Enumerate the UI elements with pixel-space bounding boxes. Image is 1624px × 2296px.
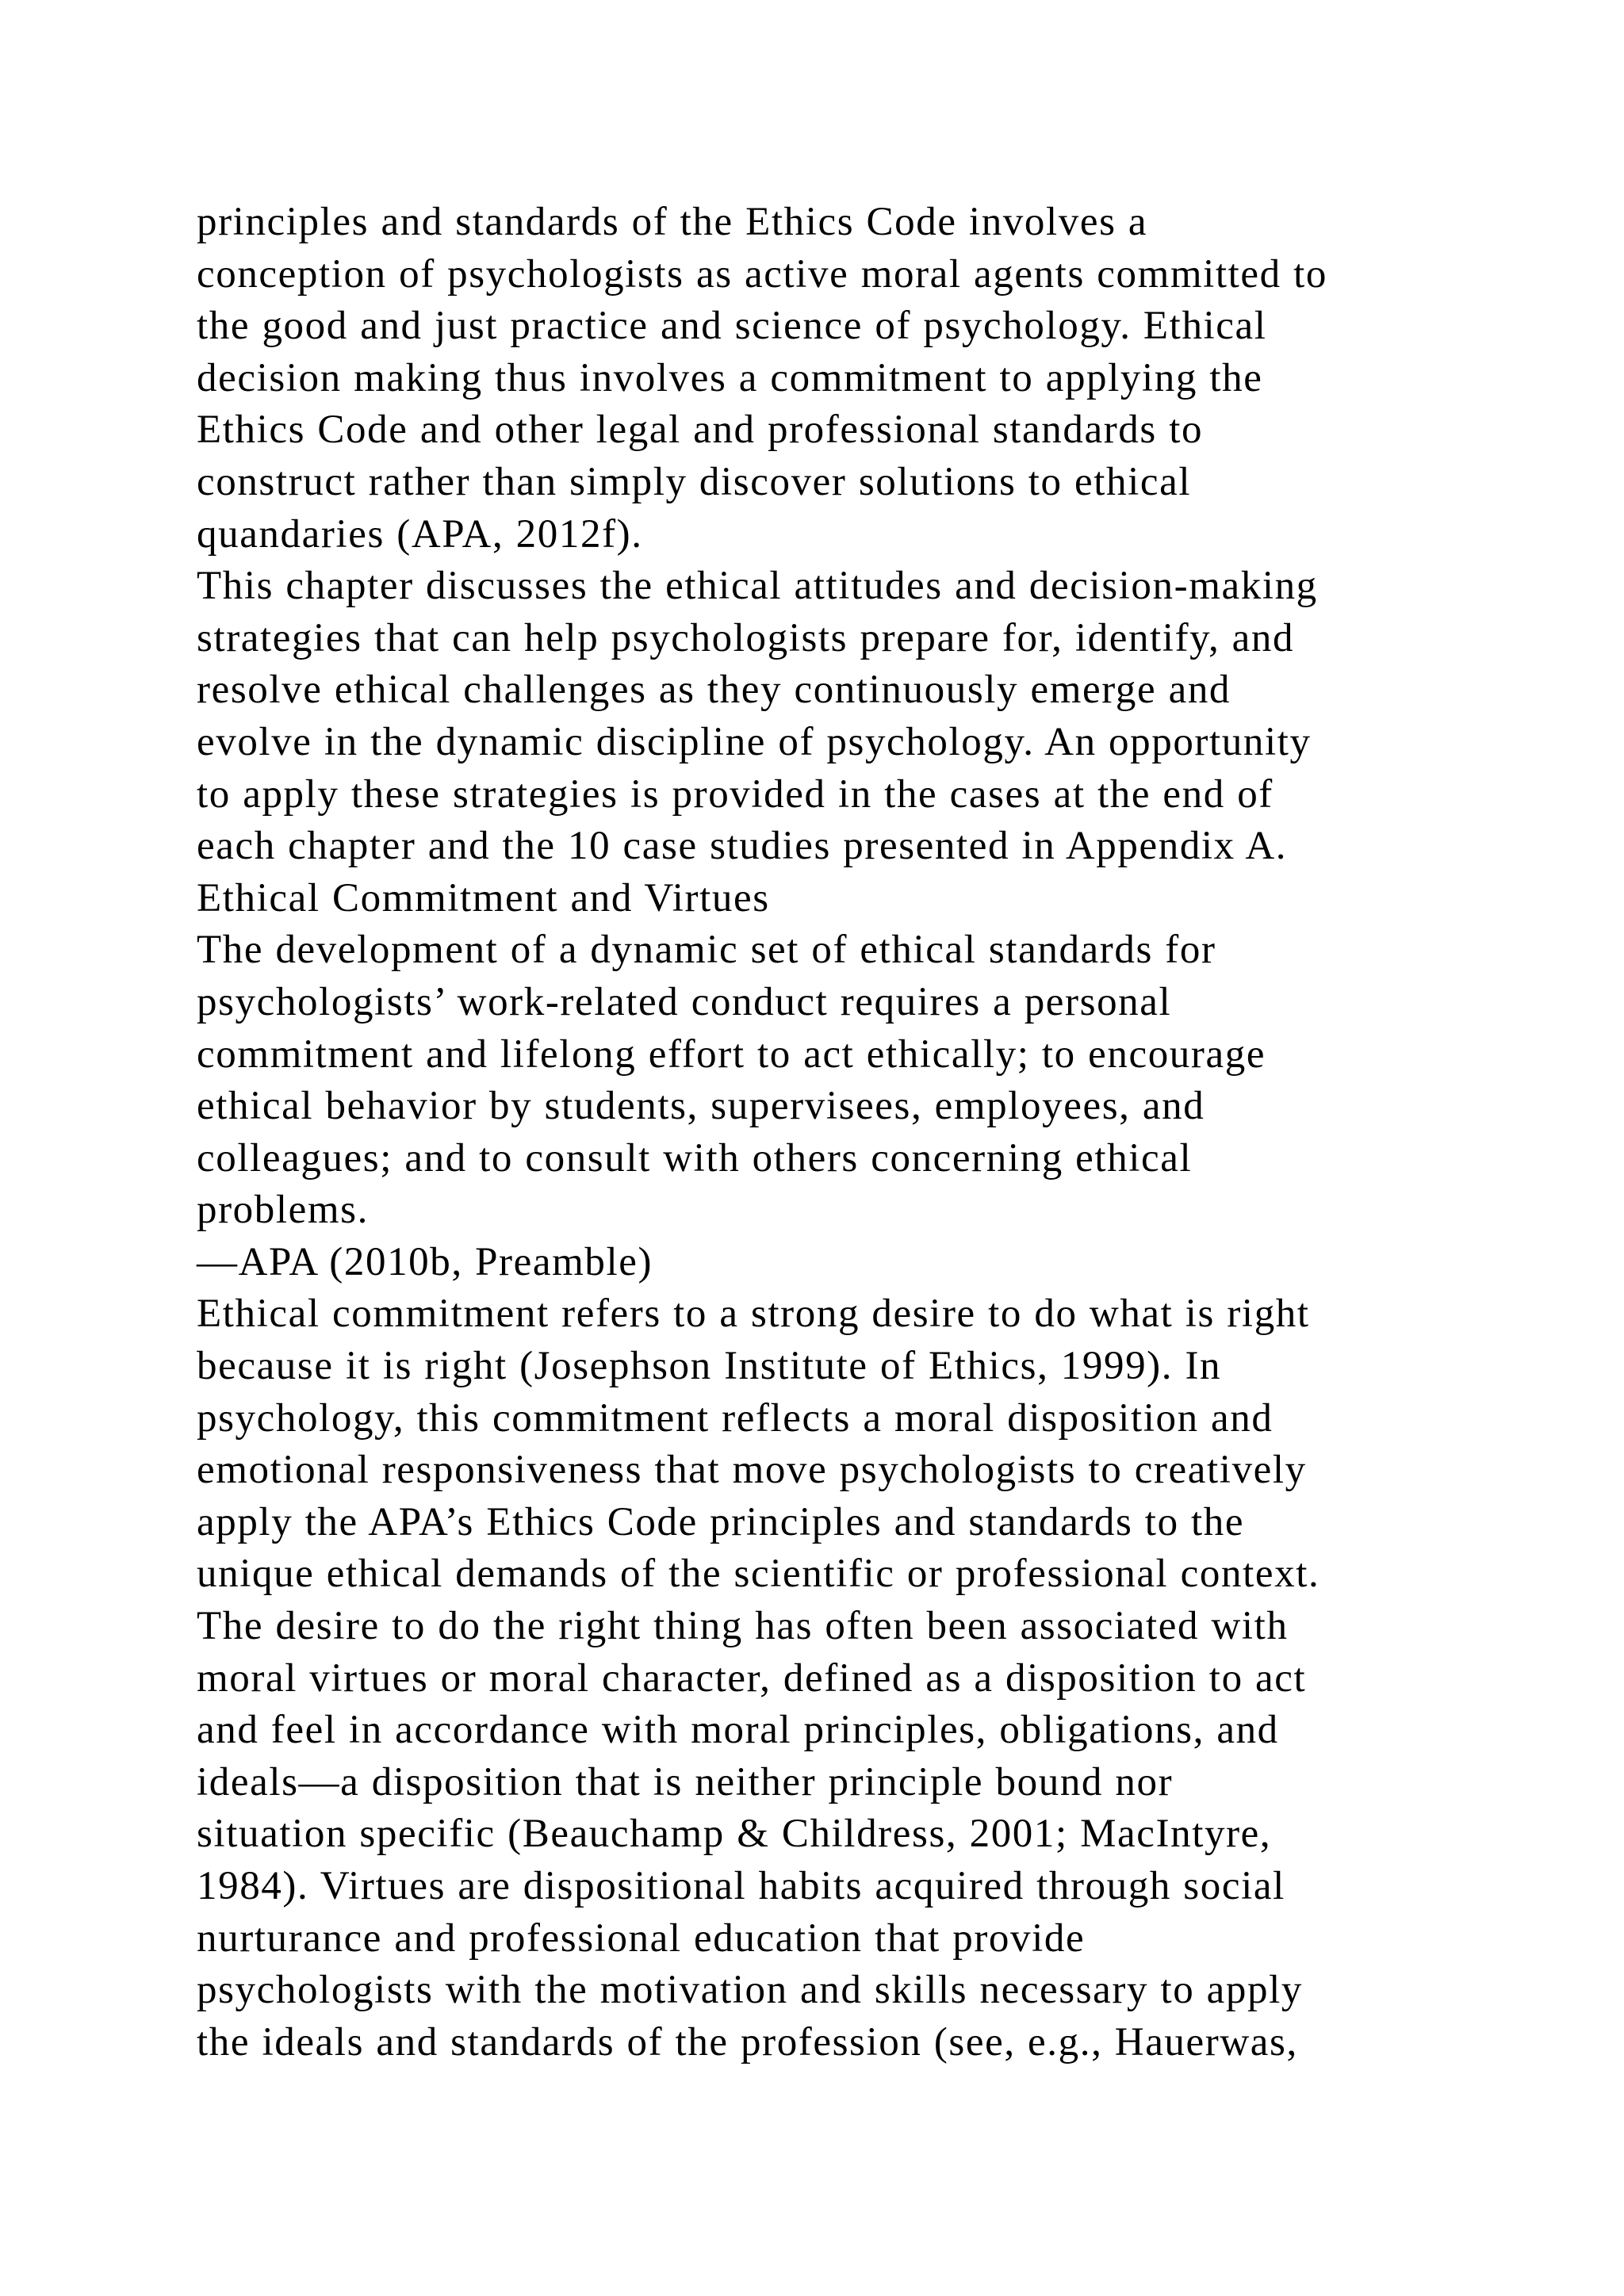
text-line: psychologists with the motivation and skills necessary to apply [197,1968,1303,2013]
text-line: The development of a dynamic set of ethical standards for [197,928,1216,973]
text-line: apply the APA’s Ethics Code principles and standards to the [197,1499,1245,1544]
text-line: emotional responsiveness that move psychologists to creatively [197,1448,1307,1493]
text-line: strategies that can help psychologists prepare for, identify, and [197,615,1295,660]
text-line: construct rather than simply discover solutions to ethical [197,459,1192,504]
text-line: unique ethical demands of the scientific or professional context. [197,1552,1320,1597]
quote-attribution: —APA (2010b, Preamble) [197,1239,653,1284]
text-line: commitment and lifelong effort to act ethically; to encourage [197,1031,1266,1077]
text-line: nurturance and professional education that provide [197,1915,1086,1961]
text-line: 1984). Virtues are dispositional habits acquired through social [197,1864,1285,1908]
text-line: colleagues; and to consult with others concerning ethical [197,1135,1193,1181]
text-line: Ethical commitment refers to a strong desire to do what is right [197,1292,1310,1337]
text-line: The desire to do the right thing has often been associated with [197,1604,1289,1649]
text-line: and feel in accordance with moral principles, obligations, and [197,1708,1279,1753]
text-line: ethical behavior by students, supervisees, employees, and [197,1084,1205,1129]
text-line: decision making thus involves a commitment to applying the [197,355,1263,400]
text-line: quandaries (APA, 2012f). [197,511,643,557]
text-line: problems. [197,1188,369,1233]
text-line: ideals—a disposition that is neither principle bound nor [197,1759,1174,1804]
text-line: moral virtues or moral character, defined as a disposition to act [197,1655,1307,1701]
text-line: psychology, this commitment reflects a moral disposition and [197,1395,1274,1441]
text-line: because it is right (Josephson Institute of Ethics, 1999). In [197,1344,1222,1389]
text-line: situation specific (Beauchamp & Childress, 2001; MacIntyre, [197,1812,1272,1857]
text-line: This chapter discusses the ethical attitudes and decision-making [197,564,1318,609]
text-line: principles and standards of the Ethics Code involves a [197,200,1148,244]
text-line: each chapter and the 10 case studies presented in Appendix A. [197,824,1288,869]
text-line: psychologists’ work-related conduct requires a personal [197,979,1172,1024]
section-heading: Ethical Commitment and Virtues [197,875,770,920]
text-line: resolve ethical challenges as they continuously emerge and [197,668,1231,713]
body-text [197,197,1513,2068]
text-line: conception of psychologists as active moral agents committed to [197,251,1327,297]
text-line: Ethics Code and other legal and professional standards to [197,408,1204,453]
text-line: evolve in the dynamic discipline of psychology. An opportunity [197,719,1312,764]
text-line: the good and just practice and science of psychology. Ethical [197,304,1267,349]
text-line: to apply these strategies is provided in the cases at the end of [197,771,1274,817]
text-line: the ideals and standards of the profession (see, e.g., Hauerwas, [197,2019,1298,2064]
